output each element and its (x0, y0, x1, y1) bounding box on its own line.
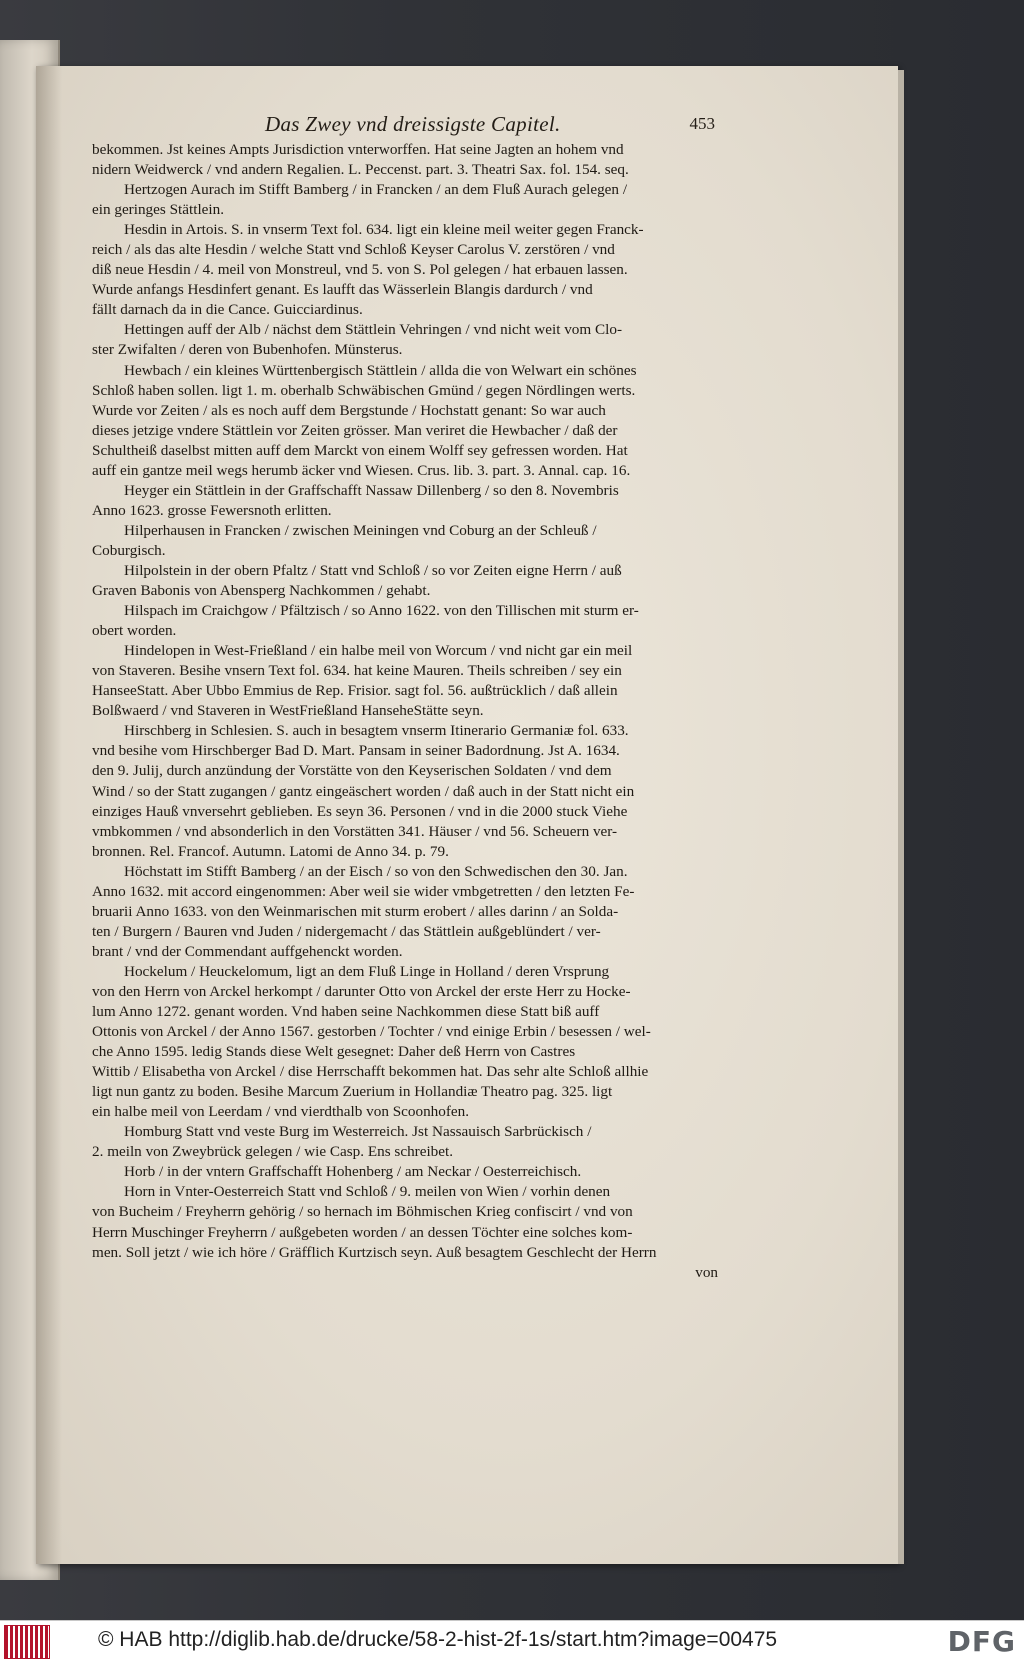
page-number: 453 (689, 114, 715, 133)
text-line: Ottonis von Arckel / der Anno 1567. gestorben / Tochter / vnd einige Erbin / besessen / wel- (92, 1023, 651, 1041)
entry-start-line: Hockelum / Heuckelomum, ligt an dem Fluß Linge in Holland / deren Vrsprung (124, 962, 610, 980)
entry-start-line: Hilpolstein in der obern Pfaltz / Statt vnd Schloß / so vor Zeiten eigne Herrn / auß (124, 561, 622, 579)
entry-start-line: Hewbach / ein kleines Württenbergisch Stättlein / allda die von Welwart ein schönes (124, 361, 637, 379)
hab-logo-icon (4, 1625, 50, 1659)
text-line: dieses jetzige vndere Stättlein vor Zeiten grösser. Man veriret die Hewbacher / daß der (92, 421, 618, 439)
entry-start-line: Heyger ein Stättlein in der Graffschafft Nassaw Dillenberg / so den 8. Novembris (124, 481, 619, 499)
entry-start-line: Hettingen auff der Alb / nächst dem Stättlein Vehringen / vnd nicht weit vom Clo- (124, 321, 623, 339)
text-line: bruarii Anno 1633. von den Weinmarischen mit sturm erobert / alles darinn / an Solda- (92, 902, 619, 920)
text-line: HanseeStatt. Aber Ubbo Emmius de Rep. Frisior. sagt fol. 56. außtrücklich / daß allein (92, 682, 618, 700)
text-line: lum Anno 1272. genant worden. Vnd haben seine Nachkommen diese Statt biß auff (92, 1003, 600, 1021)
text-line: brant / vnd der Commendant auffgehenckt worden. (92, 942, 403, 960)
text-line: von Staveren. Besihe vnsern Text fol. 634. hat keine Mauren. Theils schreiben / sey ein (92, 662, 622, 680)
text-line: von Bucheim / Freyherrn gehörig / so hernach im Böhmischen Krieg confiscirt / vnd von (92, 1203, 633, 1221)
text-line: obert worden. (92, 622, 177, 640)
catchword: von (695, 1263, 718, 1281)
text-line: nidern Weidwerck / vnd andern Regalien. L. Peccenst. part. 3. Theatri Sax. fol. 154. seq. (92, 161, 629, 179)
body-text (92, 140, 718, 1283)
text-line: den 9. Julij, durch anzündung der Vorstätte von den Keyserischen Soldaten / vnd dem (92, 762, 612, 780)
text-line: Herrn Muschinger Freyherrn / außgebeten worden / an dessen Töchter eine solches kom- (92, 1223, 633, 1241)
text-line: ten / Burgern / Bauren vnd Juden / nidergemacht / das Stättlein außgeblündert / ver- (92, 922, 601, 940)
text-line: Wurde anfangs Hesdinfert genant. Es laufft das Wässerlein Blangis dardurch / vnd (92, 281, 593, 299)
text-line: Graven Babonis von Abensperg Nachkommen / gehabt. (92, 582, 431, 600)
text-line: Wind / so der Statt zugangen / gantz eingeäschert worden / daß auch in der Statt nicht ein (92, 782, 635, 800)
entry-start-line: Hertzogen Aurach im Stifft Bamberg / in Francken / an dem Fluß Aurach gelegen / (124, 181, 628, 199)
text-line: Anno 1623. grosse Fewersnoth erlitten. (92, 501, 332, 519)
footer-bar (0, 1620, 1024, 1661)
text-line: bekommen. Jst keines Ampts Jurisdiction vnterworffen. Hat seine Jagten an hohem vnd (92, 141, 624, 158)
text-line: fällt darnach da in die Cance. Guicciardinus. (92, 301, 363, 319)
text-line: einziges Hauß vnversehrt geblieben. Es seyn 36. Personen / vnd in die 2000 stuck Viehe (92, 802, 628, 820)
text-line: Bolßwaerd / vnd Staveren in WestFrießland HanseheStätte seyn. (92, 702, 484, 720)
text-line: Schultheiß daselbst mitten auff dem Marckt von einem Wolff sey gefressen worden. Hat (92, 441, 628, 459)
text-line: von den Herrn von Arckel herkompt / darunter Otto von Arckel der erste Herr zu Hocke- (92, 982, 631, 1000)
text-line: che Anno 1595. ledig Stands diese Welt gesegnet: Daher deß Herrn von Castres (92, 1043, 576, 1061)
text-line: Wurde vor Zeiten / als es noch auff dem Bergstunde / Hochstatt genant: So war auch (92, 401, 606, 419)
text-line: Schloß haben sollen. ligt 1. m. oberhalb Schwäbischen Gmünd / gegen Nördlingen werts. (92, 381, 636, 399)
entry-start-line: Horb / in der vntern Graffschafft Hohenberg / am Neckar / Oesterreichisch. (124, 1163, 582, 1181)
text-line: men. Soll jetzt / wie ich höre / Gräfflich Kurtzisch seyn. Auß besagtem Geschlecht der Herrn (92, 1243, 657, 1261)
text-line: 2. meiln von Zweybrück gelegen / wie Casp. Ens schreibet. (92, 1143, 454, 1161)
text-line: Wittib / Elisabetha von Arckel / dise Herrschafft bekommen hat. Das sehr alte Schloß allhie (92, 1063, 649, 1081)
text-line: vnd besihe vom Hirschberger Bad D. Mart. Pansam in seiner Badordnung. Jst A. 1634. (92, 742, 620, 760)
text-line: bronnen. Rel. Francof. Autumn. Latomi de Anno 34. p. 79. (92, 842, 449, 860)
entry-start-line: Homburg Statt vnd veste Burg im Westerreich. Jst Nassauisch Sarbrückisch / (124, 1123, 592, 1141)
text-line: ster Zwifalten / deren von Bubenhofen. Münsterus. (92, 341, 403, 359)
entry-start-line: Hilperhausen in Francken / zwischen Meiningen vnd Coburg an der Schleuß / (124, 521, 597, 539)
text-line: auff ein gantze meil wegs herumb äcker vnd Wiesen. Crus. lib. 3. part. 3. Annal. cap. 16. (92, 461, 631, 479)
page-edge (898, 70, 904, 1564)
text-line: ligt nun gantz zu boden. Besihe Marcum Zuerium in Hollandiæ Theatro pag. 325. ligt (92, 1083, 613, 1101)
text-line: reich / als das alte Hesdin / welche Statt vnd Schloß Keyser Carolus V. zerstören / vnd (92, 241, 615, 259)
entry-start-line: Hindelopen in West-Frießland / ein halbe meil von Worcum / vnd nicht gar ein meil (124, 642, 633, 660)
text-line: ein geringes Stättlein. (92, 201, 225, 219)
running-head (265, 112, 715, 140)
entry-start-line: Horn in Vnter-Oesterreich Statt vnd Schloß / 9. meilen von Wien / vorhin denen (124, 1183, 611, 1201)
dfg-logo: DFG (947, 1625, 1016, 1658)
entry-start-line: Höchstatt im Stifft Bamberg / an der Eisch / so von den Schwedischen den 30. Jan. (124, 862, 628, 880)
source-link[interactable]: © HAB http://diglib.hab.de/drucke/58-2-hist-2f-1s/start.htm?image=00475 (98, 1628, 778, 1651)
text-line: Anno 1632. mit accord eingenommen: Aber weil sie wider vmbgetretten / den letzten Fe- (92, 882, 635, 900)
text-line: ein halbe meil von Leerdam / vnd vierdthalb von Scoonhofen. (92, 1103, 470, 1121)
text-line: vmbkommen / vnd absonderlich in den Vorstätten 341. Häuser / vnd 56. Scheuern ver- (92, 822, 618, 840)
text-line: Coburgisch. (92, 541, 166, 559)
chapter-heading: Das Zwey vnd dreissigste Capitel. (265, 112, 561, 136)
entry-start-line: Hesdin in Artois. S. in vnserm Text fol. 634. ligt ein kleine meil weiter gegen Franck- (124, 221, 644, 239)
entry-start-line: Hilspach im Craichgow / Pfältzisch / so Anno 1622. von den Tillischen mit sturm er- (124, 602, 639, 620)
entry-start-line: Hirschberg in Schlesien. S. auch in besagtem vnserm Itinerario Germaniæ fol. 633. (124, 722, 629, 740)
text-line: diß neue Hesdin / 4. meil von Monstreul, vnd 5. von S. Pol gelegen / hat erbauen lassen. (92, 261, 628, 279)
